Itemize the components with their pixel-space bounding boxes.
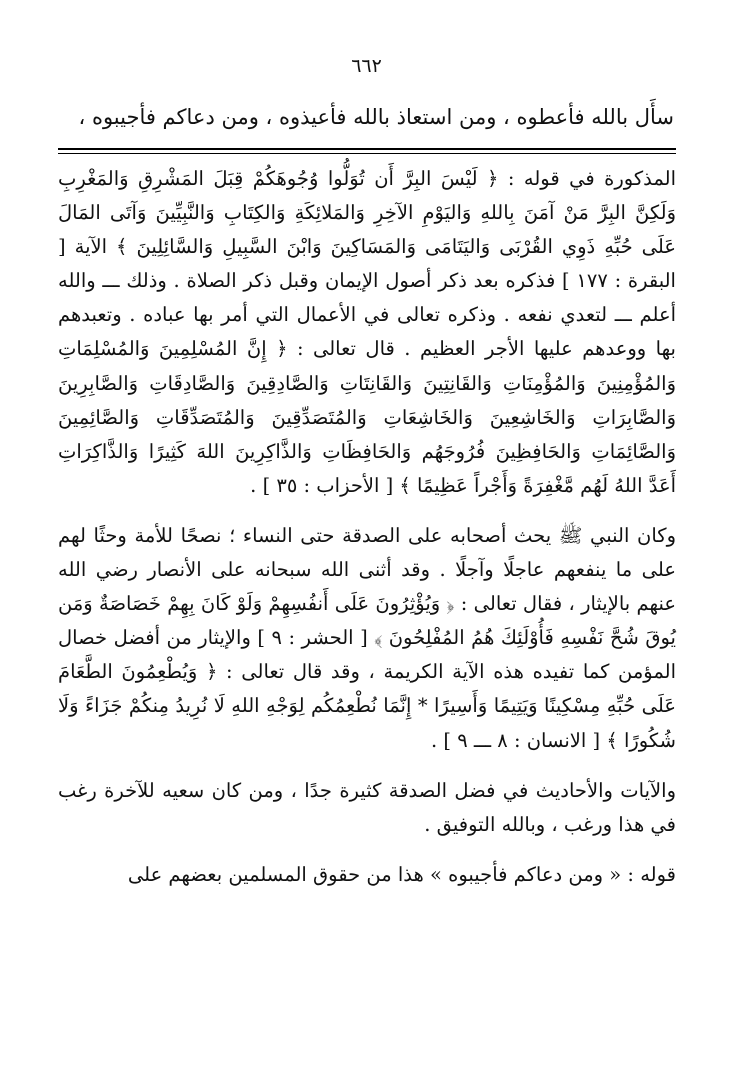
hadith-text-line: سأَل بالله فأعطوه ، ومن استعاذ بالله فأعيذوه ، ومن دعاكم فأجيبوه ، (78, 105, 674, 129)
commentary-body (58, 162, 676, 892)
paragraph-charity-verses: المذكورة في قوله : ﴿ لَيْسَ البِرَّ أَن تُوَلُّوا وُجُوهَكُمْ قِبَلَ المَشْرِقِ وَالمَغْرِبِ وَلَكِنَّ البِرَّ مَنْ آمَنَ بِاللهِ وَاليَوْمِ الآخِرِ وَالمَلائِكَةِ وَالكِتَابِ وَالنَّبِيِّينَ وَآتَى المَالَ عَلَى حُبِّهِ ذَوِي القُرْبَى وَاليَتَامَى وَالمَسَاكِينَ وَابْنَ السَّبِيلِ وَالسَّائِلِينَ ﴾ الآية [ البقرة : ١٧٧ ] فذكره بعد ذكر أصول الإيمان وقبل ذكر الصلاة . وذلك ـــ والله أعلم ـــ لتعدي نفعه . وذكره تعالى في الأعمال التي أمر بها عباده . وتعبدهم بها ووعدهم عليها الأجر العظيم . قال تعالى : ﴿ إِنَّ المُسْلِمِينَ وَالمُسْلِمَاتِ وَالمُؤْمِنِينَ وَالمُؤْمِنَاتِ وَالقَانِتِينَ وَالقَانِتَاتِ وَالصَّادِقِينَ وَالصَّادِقَاتِ وَالصَّابِرِينَ وَالصَّابِرَاتِ وَالخَاشِعِينَ وَالخَاشِعَاتِ وَالمُتَصَدِّقِينَ وَالمُتَصَدِّقَاتِ وَالصَّائِمِينَ وَالصَّائِمَاتِ وَالحَافِظِينَ فُرُوجَهُم وَالحَافِظَاتِ وَالذَّاكِرِينَ اللهَ كَثِيرًا وَالذَّاكِرَاتِ أَعَدَّ اللهُ لَهُم مَّغْفِرَةً وَأَجْراً عَظِيمًا ﴾ [ الأحزاب : ٣٥ ] . (58, 167, 676, 497)
separator-rule-thick (58, 148, 676, 150)
paragraph-virtue-of-charity: والآيات والأحاديث في فضل الصدقة كثيرة جدًا ، ومن كان سعيه للآخرة رغب في هذا ورغب ، وبالله التوفيق . (58, 778, 676, 836)
page-number: ٦٦٢ (351, 55, 382, 77)
separator-rule-thin (58, 153, 676, 154)
paragraph-answer-invitation: قوله : « ومن دعاكم فأجيبوه » هذا من حقوق المسلمين بعضهم على (127, 862, 676, 886)
paragraph-prophet-charity: وكان النبي ﷺ يحث أصحابه على الصدقة حتى النساء ؛ نصحًا للأمة وحثًا لهم على ما ينفعهم عاجلًا وآجلًا . وقد أثنى الله سبحانه على الأنصار رضي الله عنهم بالإيثار ، فقال تعالى : ﴿ وَيُؤْثِرُونَ عَلَى أَنفُسِهِمْ وَلَوْ كَانَ بِهِمْ خَصَاصَةٌ وَمَن يُوقَ شُحَّ نَفْسِهِ فَأُوْلَئِكَ هُمُ المُفْلِحُونَ ﴾ [ الحشر : ٩ ] والإيثار من أفضل خصال المؤمن كما تفيده هذه الآية الكريمة ، وقد قال تعالى : ﴿ وَيُطْعِمُونَ الطَّعَامَ عَلَى حُبِّهِ مِسْكِينًا وَيَتِيمًا وَأَسِيرًا * إِنَّمَا نُطْعِمُكُم لِوَجْهِ اللهِ لَا نُرِيدُ مِنكُمْ جَزَاءً وَلَا شُكُورًا ﴾ [ الانسان : ٨ ـــ ٩ ] . (58, 523, 676, 752)
